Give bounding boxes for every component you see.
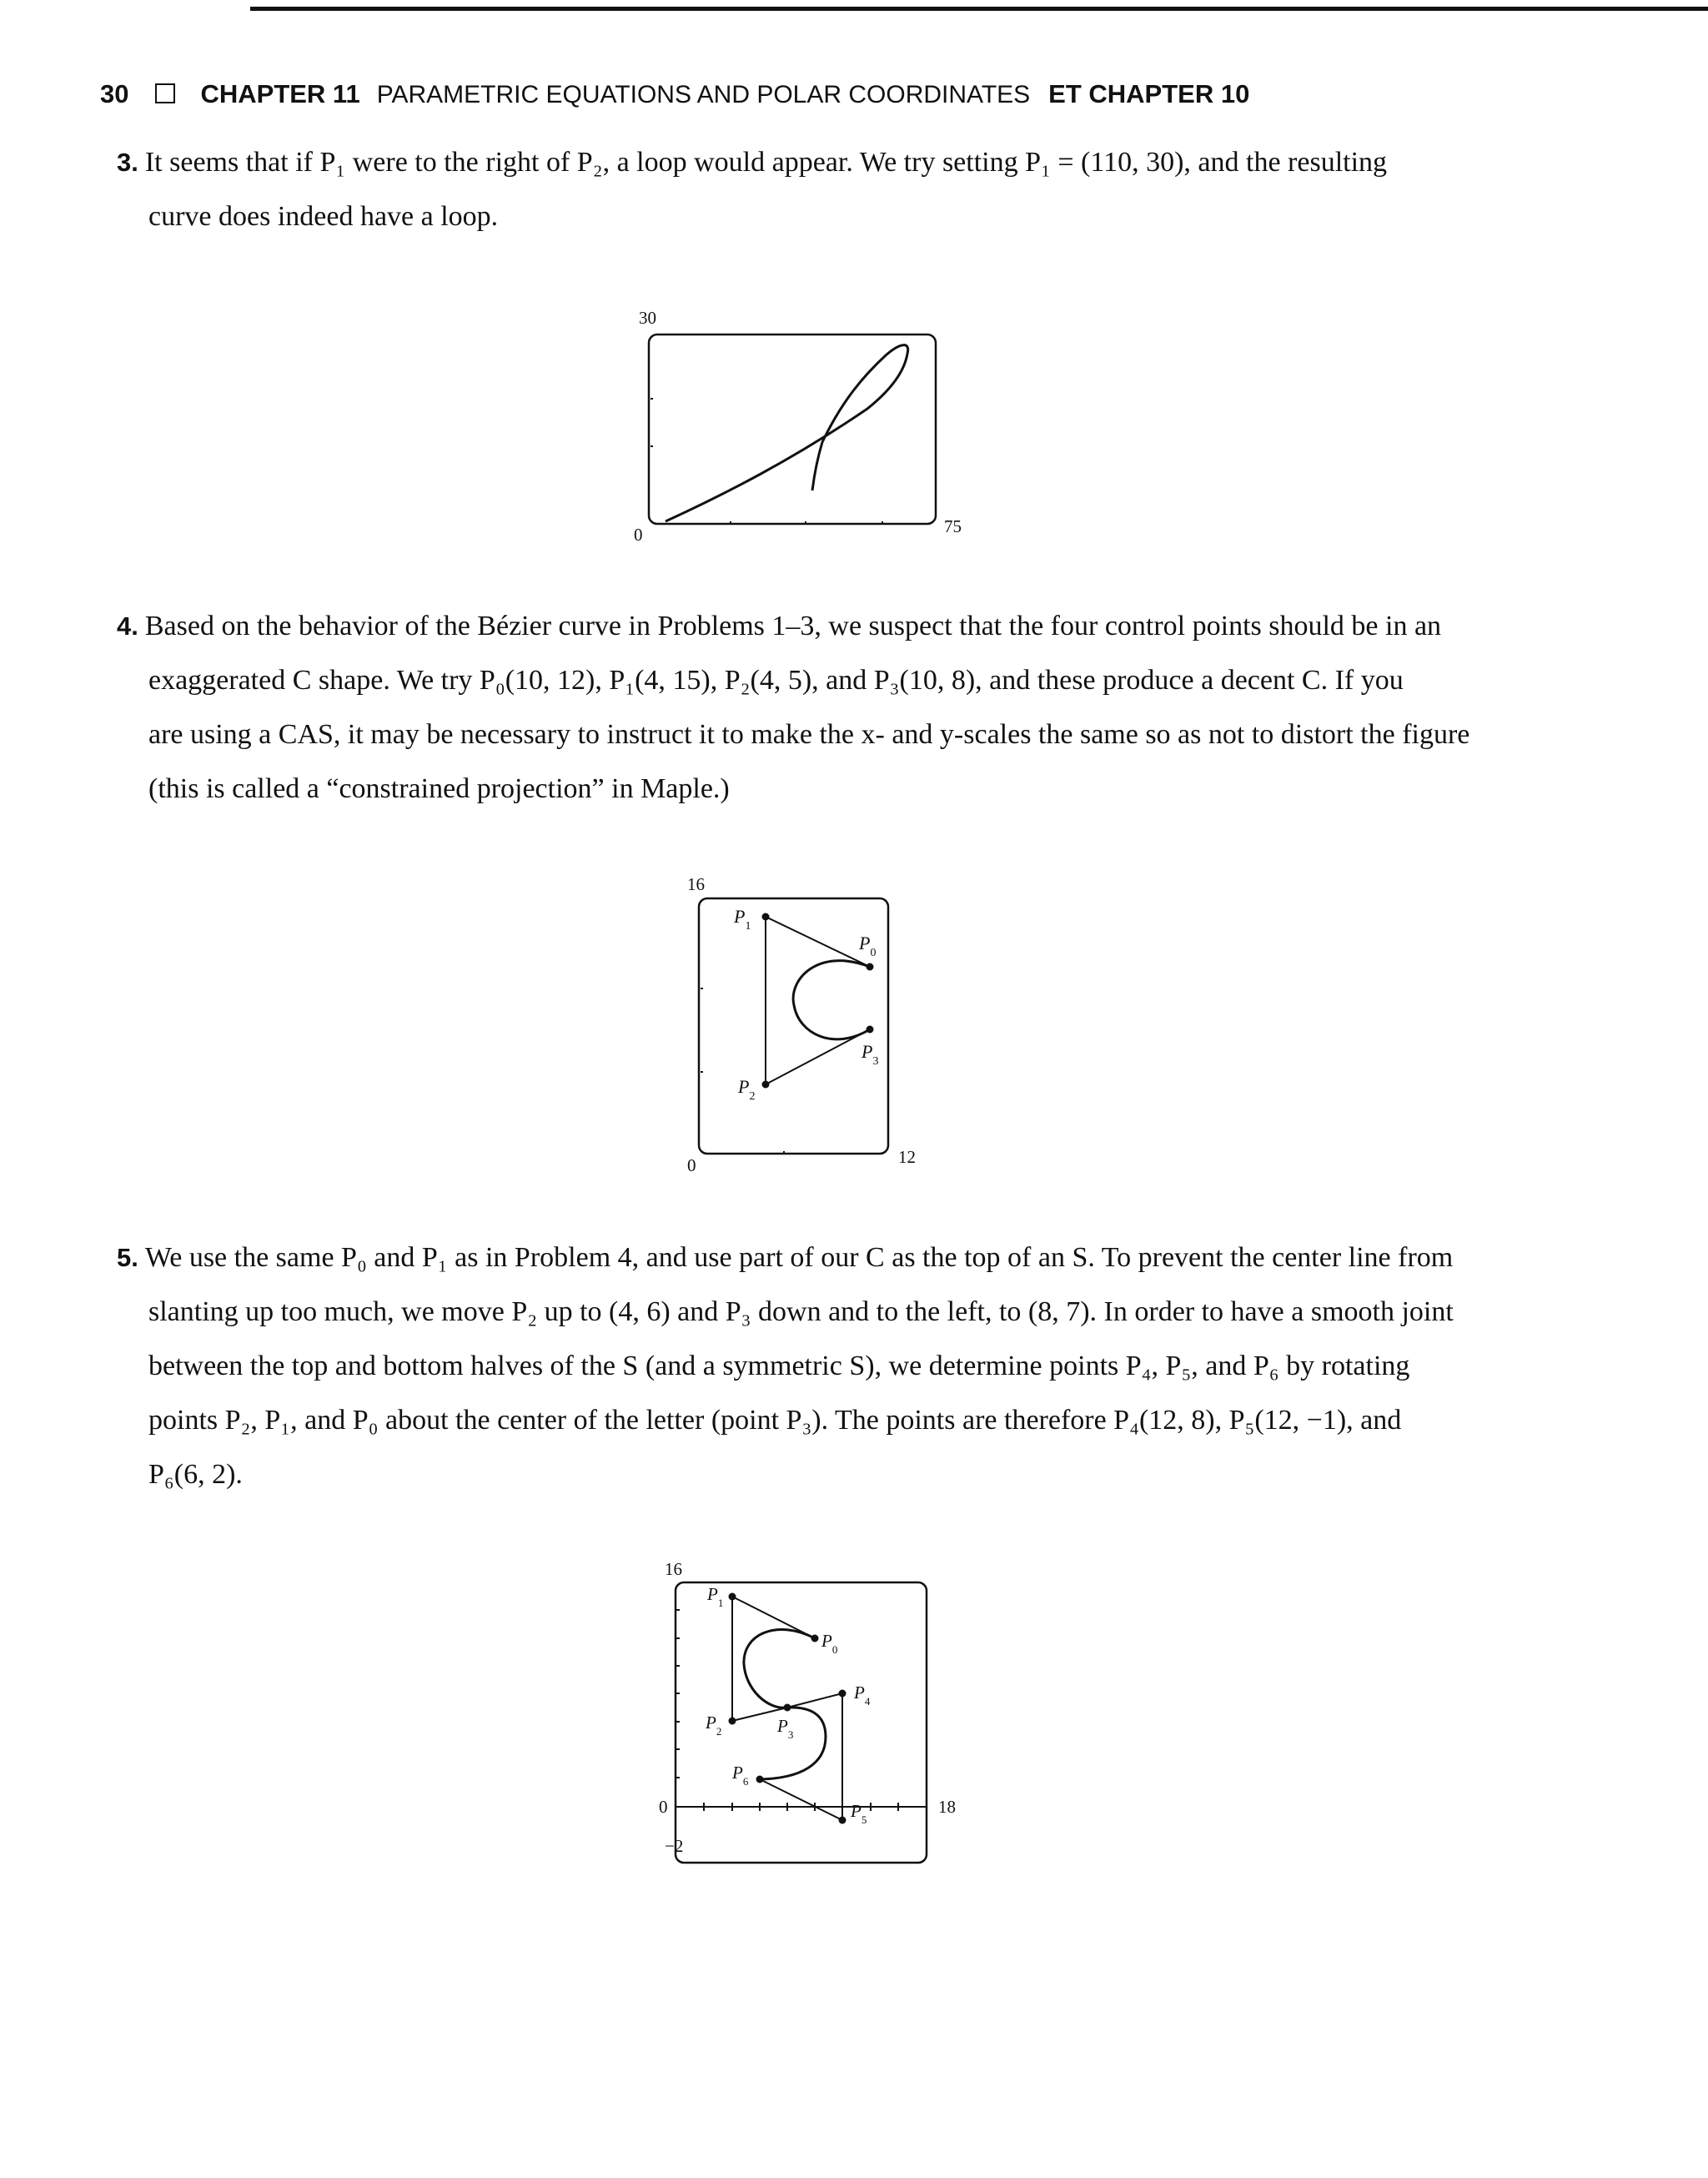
problem-3-line-1 — [117, 135, 1518, 189]
problem-3 — [117, 135, 1518, 244]
chapter-label: CHAPTER 11 — [200, 79, 360, 108]
c-label-p1: $P_1$ — [734, 906, 751, 933]
c-control-polygon — [766, 917, 870, 1084]
loop-figure — [617, 300, 984, 551]
problem-4 — [117, 599, 1518, 816]
s-label-p6: $P_6$ — [732, 1763, 749, 1788]
et-chapter-label: ET CHAPTER 10 — [1048, 79, 1250, 108]
c-label-p2: $P_2$ — [738, 1076, 756, 1103]
chapter-title: PARAMETRIC EQUATIONS AND POLAR COORDINATES — [376, 81, 1031, 108]
bezier-loop-curve — [666, 345, 908, 521]
loop-xmax-label: 75 — [944, 516, 962, 536]
problem-text: We use the same P₀ and P₁ as in Problem 4, and use part of our C as the top of an S. To prevent the center line from — [144, 1242, 1454, 1273]
c-point-p3 — [867, 1026, 874, 1034]
problem-4-line-4: (this is called a “constrained projection” in Maple.) — [148, 773, 730, 804]
c-label-p0: $P_0$ — [859, 933, 877, 959]
running-header — [100, 79, 1249, 109]
c-xmax-label: 12 — [898, 1147, 916, 1167]
s-label-p1: $P_1$ — [707, 1584, 724, 1609]
s-origin-label: 0 — [659, 1797, 668, 1817]
s-point-p2 — [729, 1718, 736, 1725]
c-xmin-label: 0 — [687, 1155, 696, 1175]
s-label-p3: $P_3$ — [777, 1716, 794, 1741]
problem-text: It seems that if P₁ were to the right of P₂, a loop would appear. We try setting P₁ = (110, 30), and the resulting — [144, 147, 1388, 178]
s-point-p0 — [811, 1635, 819, 1642]
problem-4-line-3: are using a CAS, it may be necessary to instruct it to make the x- and y-scales the same so as not to distort the figure — [148, 719, 1470, 750]
square-icon — [155, 83, 175, 103]
problem-5-line-2: slanting up too much, we move P₂ up to (4, 6) and P₃ down and to the left, to (8, 7). In order to have a smooth joint — [148, 1296, 1454, 1327]
s-point-p6 — [756, 1776, 764, 1783]
c-bezier-curve — [793, 961, 870, 1039]
problem-number: 4. — [117, 611, 138, 641]
loop-plot-frame — [649, 334, 936, 524]
s-xmax-label: 18 — [938, 1797, 956, 1817]
top-rule — [250, 7, 1708, 11]
s-label-p2: $P_2$ — [706, 1713, 722, 1738]
s-shape-figure — [651, 1552, 984, 1869]
c-ymax-label: 16 — [687, 874, 705, 894]
c-shape-figure — [667, 863, 942, 1197]
problem-3-line-2: curve does indeed have a loop. — [148, 201, 499, 232]
s-point-p5 — [839, 1817, 846, 1824]
c-point-p0 — [867, 963, 874, 971]
problem-4-line-1 — [117, 599, 1518, 653]
s-label-p0: $P_0$ — [821, 1631, 838, 1656]
problem-5-line-3: between the top and bottom halves of the S (and a symmetric S), we determine points P₄, P₅, and P₆ by rotating — [148, 1351, 1410, 1381]
problem-4-line-2: exaggerated C shape. We try P₀(10, 12), P₁(4, 15), P₂(4, 5), and P₃(10, 8), and these produce a decent C. If you — [148, 665, 1404, 696]
problem-5-line-1 — [117, 1230, 1518, 1285]
s-label-p5: $P_5$ — [851, 1801, 867, 1826]
loop-ymax-label: 30 — [639, 308, 656, 328]
page-number: 30 — [100, 79, 129, 108]
s-bezier-curve — [744, 1629, 826, 1779]
s-point-p1 — [729, 1593, 736, 1601]
c-label-p3: $P_3$ — [862, 1041, 879, 1068]
problem-5-line-4: points P₂, P₁, and P₀ about the center of the letter (point P₃). The points are therefore P₄(12, 8), P₅(12, −1), and — [148, 1405, 1402, 1436]
s-point-p4 — [839, 1690, 846, 1698]
problem-number: 5. — [117, 1243, 138, 1272]
s-ymin-label: −2 — [665, 1836, 684, 1856]
s-ymax-label: 16 — [665, 1559, 682, 1579]
s-point-p3 — [784, 1704, 791, 1712]
c-point-p1 — [762, 913, 770, 921]
problem-5 — [117, 1230, 1518, 1501]
problem-5-line-5: P₆(6, 2). — [148, 1459, 243, 1490]
loop-xmin-label: 0 — [634, 525, 643, 545]
problem-text: Based on the behavior of the Bézier curve in Problems 1–3, we suspect that the four control points should be in an — [144, 611, 1442, 641]
problem-number: 3. — [117, 148, 138, 177]
s-label-p4: $P_4$ — [854, 1683, 871, 1708]
c-point-p2 — [762, 1081, 770, 1089]
